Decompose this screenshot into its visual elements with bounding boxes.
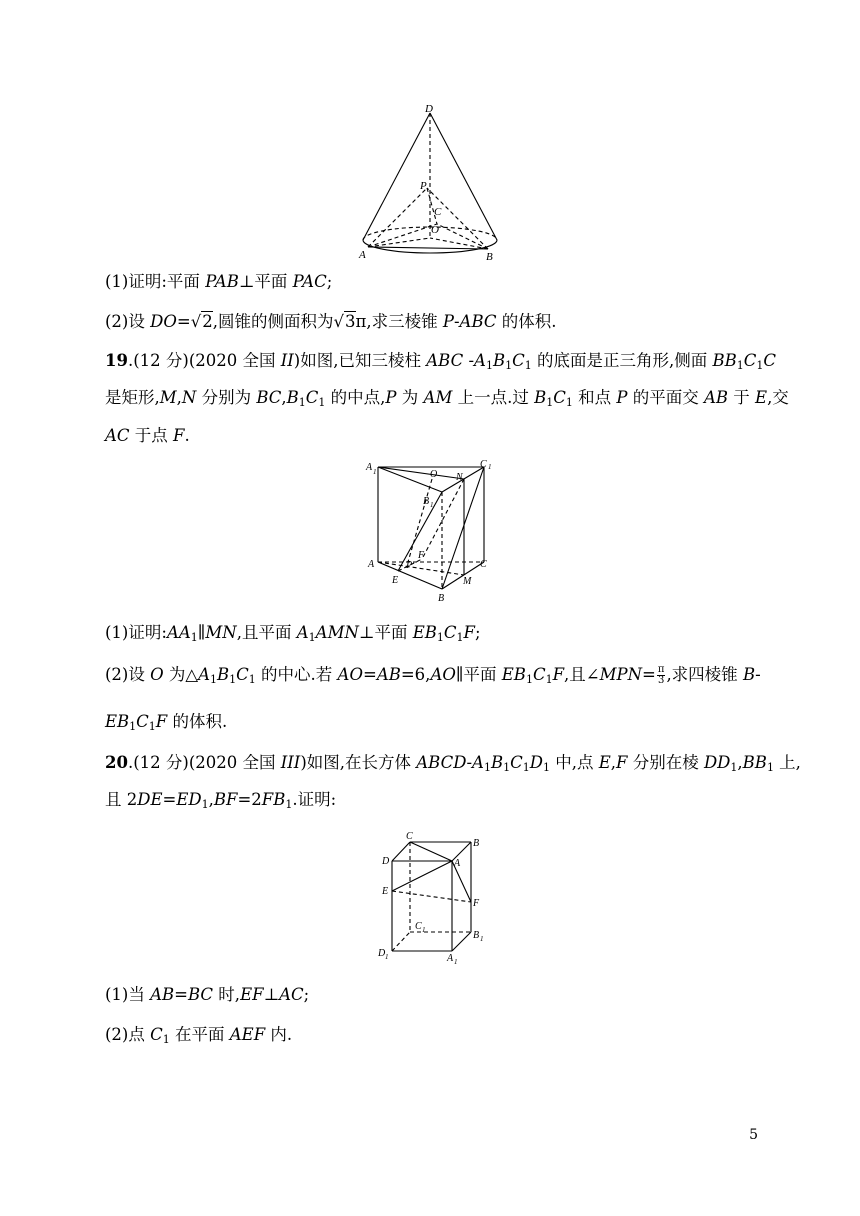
cuboid-figure (370, 825, 495, 969)
svg-text:C: C (480, 559, 487, 570)
page-number: 5 (749, 1127, 758, 1143)
svg-text:P: P (406, 560, 413, 571)
svg-text:D: D (378, 948, 386, 959)
svg-text:E: E (392, 575, 399, 586)
svg-text:D: D (425, 103, 433, 115)
q18-part1: (1)证明:平面 PAB⊥平面 PAC; (105, 272, 333, 291)
q20-line1: 20.(12 分)(2020 全国 III)如图,在长方体 ABCD-$A_1B_1C_1D_1$ 中,点 E,F 分别在棱 $DD_1,BB_1$ 上, (105, 753, 801, 774)
svg-text:F: F (418, 550, 425, 561)
q18-part2: (2)设 DO=√2,圆锥的侧面积为√3π,求三棱锥 P-ABC 的体积. (105, 312, 557, 331)
svg-text:A: A (359, 249, 366, 261)
svg-text:F: F (473, 898, 480, 909)
svg-text:1: 1 (430, 501, 434, 509)
svg-text:P: P (420, 180, 427, 192)
svg-text:B: B (486, 251, 493, 263)
svg-text:A: A (447, 953, 454, 964)
q19-line1: 19.(12 分)(2020 全国 II)如图,已知三棱柱 ABC $-A_1B_1C_1$ 的底面是正三角形,侧面 $BB_1C_1C$ (105, 351, 776, 372)
svg-text:1: 1 (422, 926, 426, 934)
svg-text:B: B (438, 593, 445, 604)
svg-text:C: C (406, 831, 413, 842)
svg-text:C: C (480, 459, 487, 470)
svg-text:D: D (382, 856, 390, 867)
svg-text:1: 1 (488, 463, 492, 471)
q19-line2: 是矩形,M,N 分别为 $BC,B_1C_1$ 的中点,P 为 AM 上一点.过 $B_1C_1$ 和点 P 的平面交 AB 于 E,交 (105, 388, 789, 409)
prism-figure (360, 455, 505, 609)
svg-text:M: M (463, 576, 472, 587)
q19-line3: AC 于点 F. (105, 426, 190, 445)
q20-part2: (2)点 $C_1$ 在平面 AEF 内. (105, 1025, 293, 1046)
svg-text:1: 1 (385, 953, 389, 961)
q19-part2a: (2)设 O 为$\triangle A_1B_1C_1$ 的中心.若 AO=AB=6,AO∥平面 $EB_1C_1F$,且∠MPN= $\frac{\pi}{3}$ ,求四棱锥 B- (105, 664, 761, 686)
svg-text:B: B (473, 838, 480, 849)
cone-figure (355, 100, 515, 269)
q20-line2: 且 $2DE=ED_1,BF=2FB_1$.证明: (105, 790, 337, 811)
svg-text:O: O (430, 469, 438, 480)
svg-text:1: 1 (373, 468, 377, 476)
svg-text:A: A (368, 559, 375, 570)
svg-text:B: B (423, 496, 430, 507)
svg-text:B: B (473, 930, 480, 941)
svg-text:A: A (454, 858, 461, 869)
svg-text:A: A (366, 462, 373, 473)
svg-text:C: C (434, 206, 442, 218)
svg-text:N: N (456, 472, 463, 483)
q19-part1: (1)证明$:AA_1\parallel MN$,且平面 $A_1AMN\perp$平面 $EB_1C_1F$; (105, 623, 481, 644)
svg-text:E: E (382, 886, 389, 897)
svg-text:O: O (431, 224, 439, 236)
q19-part2b: $EB_1C_1F$ 的体积. (105, 712, 228, 733)
svg-text:1: 1 (480, 935, 484, 943)
svg-text:1: 1 (454, 958, 458, 965)
q20-part1: (1)当 AB=BC 时,EF⊥AC; (105, 985, 310, 1004)
svg-text:C: C (415, 921, 422, 932)
